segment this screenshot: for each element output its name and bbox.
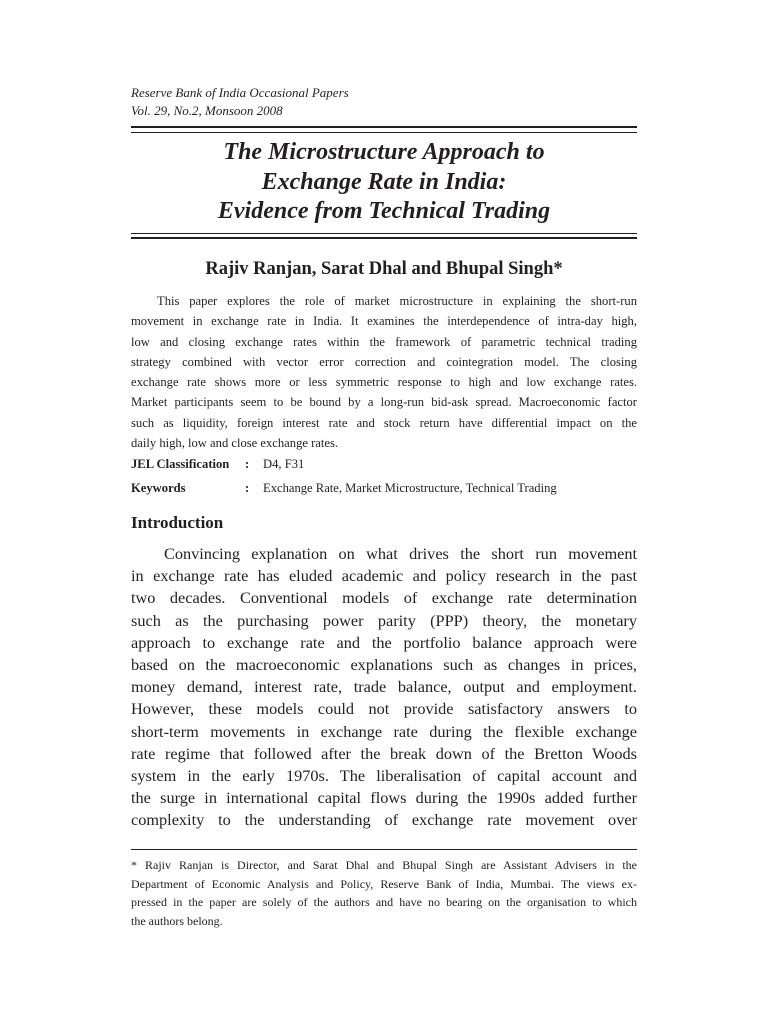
title-line: Evidence from Technical Trading [217,198,551,224]
body-line: based on the macroeconomic explanations such as changes in prices, [131,655,637,675]
abstract-line: This paper explores the role of market microstructure in explaining the short-run [157,294,637,308]
author-list: Rajiv Ranjan, Sarat Dhal and Bhupal Singh* [205,259,563,279]
paper-title [131,138,637,227]
footnote-line: * Rajiv Ranjan is Director, and Sarat Dhal and Bhupal Singh are Assistant Advisers in the [131,858,637,872]
footnote-line: pressed in the paper are solely of the authors and have no bearing on the organisation to which [131,895,637,909]
jel-label: JEL Classification [131,457,230,471]
footnote-line: Department of Economic Analysis and Policy, Reserve Bank of India, Mumbai. The views ex- [131,876,637,891]
body-line: the surge in international capital flows during the 1990s added further [131,788,637,808]
title-line: Exchange Rate in India: [261,168,507,195]
abstract-line: Market participants seem to be bound by a long-run bid-ask spread. Macroeconomic factor [131,395,637,410]
journal-name: Reserve Bank of India Occasional Papers [131,85,349,100]
body-line: short-term movements in exchange rate during the flexible exchange [131,721,637,741]
journal-header [131,84,349,120]
abstract-line: such as liquidity, foreign interest rate and stock return have differential impact on the [131,415,637,430]
abstract-line: low and closing exchange rates within the framework of parametric technical trading [131,334,637,349]
keywords-label: Keywords [131,481,186,495]
body-line: in exchange rate has eluded academic and policy research in the past [131,566,637,586]
body-line: approach to exchange rate and the portfolio balance approach were [131,632,637,652]
title-bottom-rule-thick [131,237,637,239]
introduction-body [131,543,637,832]
body-line: rate regime that followed after the break down of the Bretton Woods [131,743,637,763]
journal-issue: Vol. 29, No.2, Monsoon 2008 [131,103,283,118]
title-line: The Microstructure Approach to [223,139,545,165]
title-top-rule-thick [131,126,637,128]
footnote [131,856,637,930]
body-line: two decades. Conventional models of exchange rate determination [131,588,637,608]
body-line: money demand, interest rate, trade balance, output and employment. [131,677,637,697]
abstract-line: daily high, low and close exchange rates. [131,436,339,451]
jel-separator: : [245,457,250,471]
abstract-line: movement in exchange rate in India. It examines the interdependence of intra-day high, [131,314,637,329]
body-line: complexity to the understanding of exchange rate movement over [131,810,637,830]
abstract-line: strategy combined with vector error correction and cointegration model. The closing [131,354,637,369]
body-line: such as the purchasing power parity (PPP) theory, the monetary [131,610,637,630]
abstract-line: exchange rate shows more or less symmetric response to high and low exchange rates. [131,375,637,390]
jel-value: D4, F31 [263,457,305,471]
title-top-rule-thin [131,132,637,133]
body-line: However, these models could not provide satisfactory answers to [131,699,637,719]
body-line: system in the early 1970s. The liberalisation of capital account and [131,766,637,786]
body-line: Convincing explanation on what drives the short run movement [164,544,637,563]
footnote-line: the authors belong. [131,913,223,928]
abstract [131,291,637,453]
keywords-separator: : [245,481,250,495]
keywords-value: Exchange Rate, Market Microstructure, Technical Trading [263,481,557,495]
section-heading-introduction: Introduction [131,513,224,532]
title-bottom-rule-thin [131,233,637,234]
footnote-divider [131,849,637,850]
